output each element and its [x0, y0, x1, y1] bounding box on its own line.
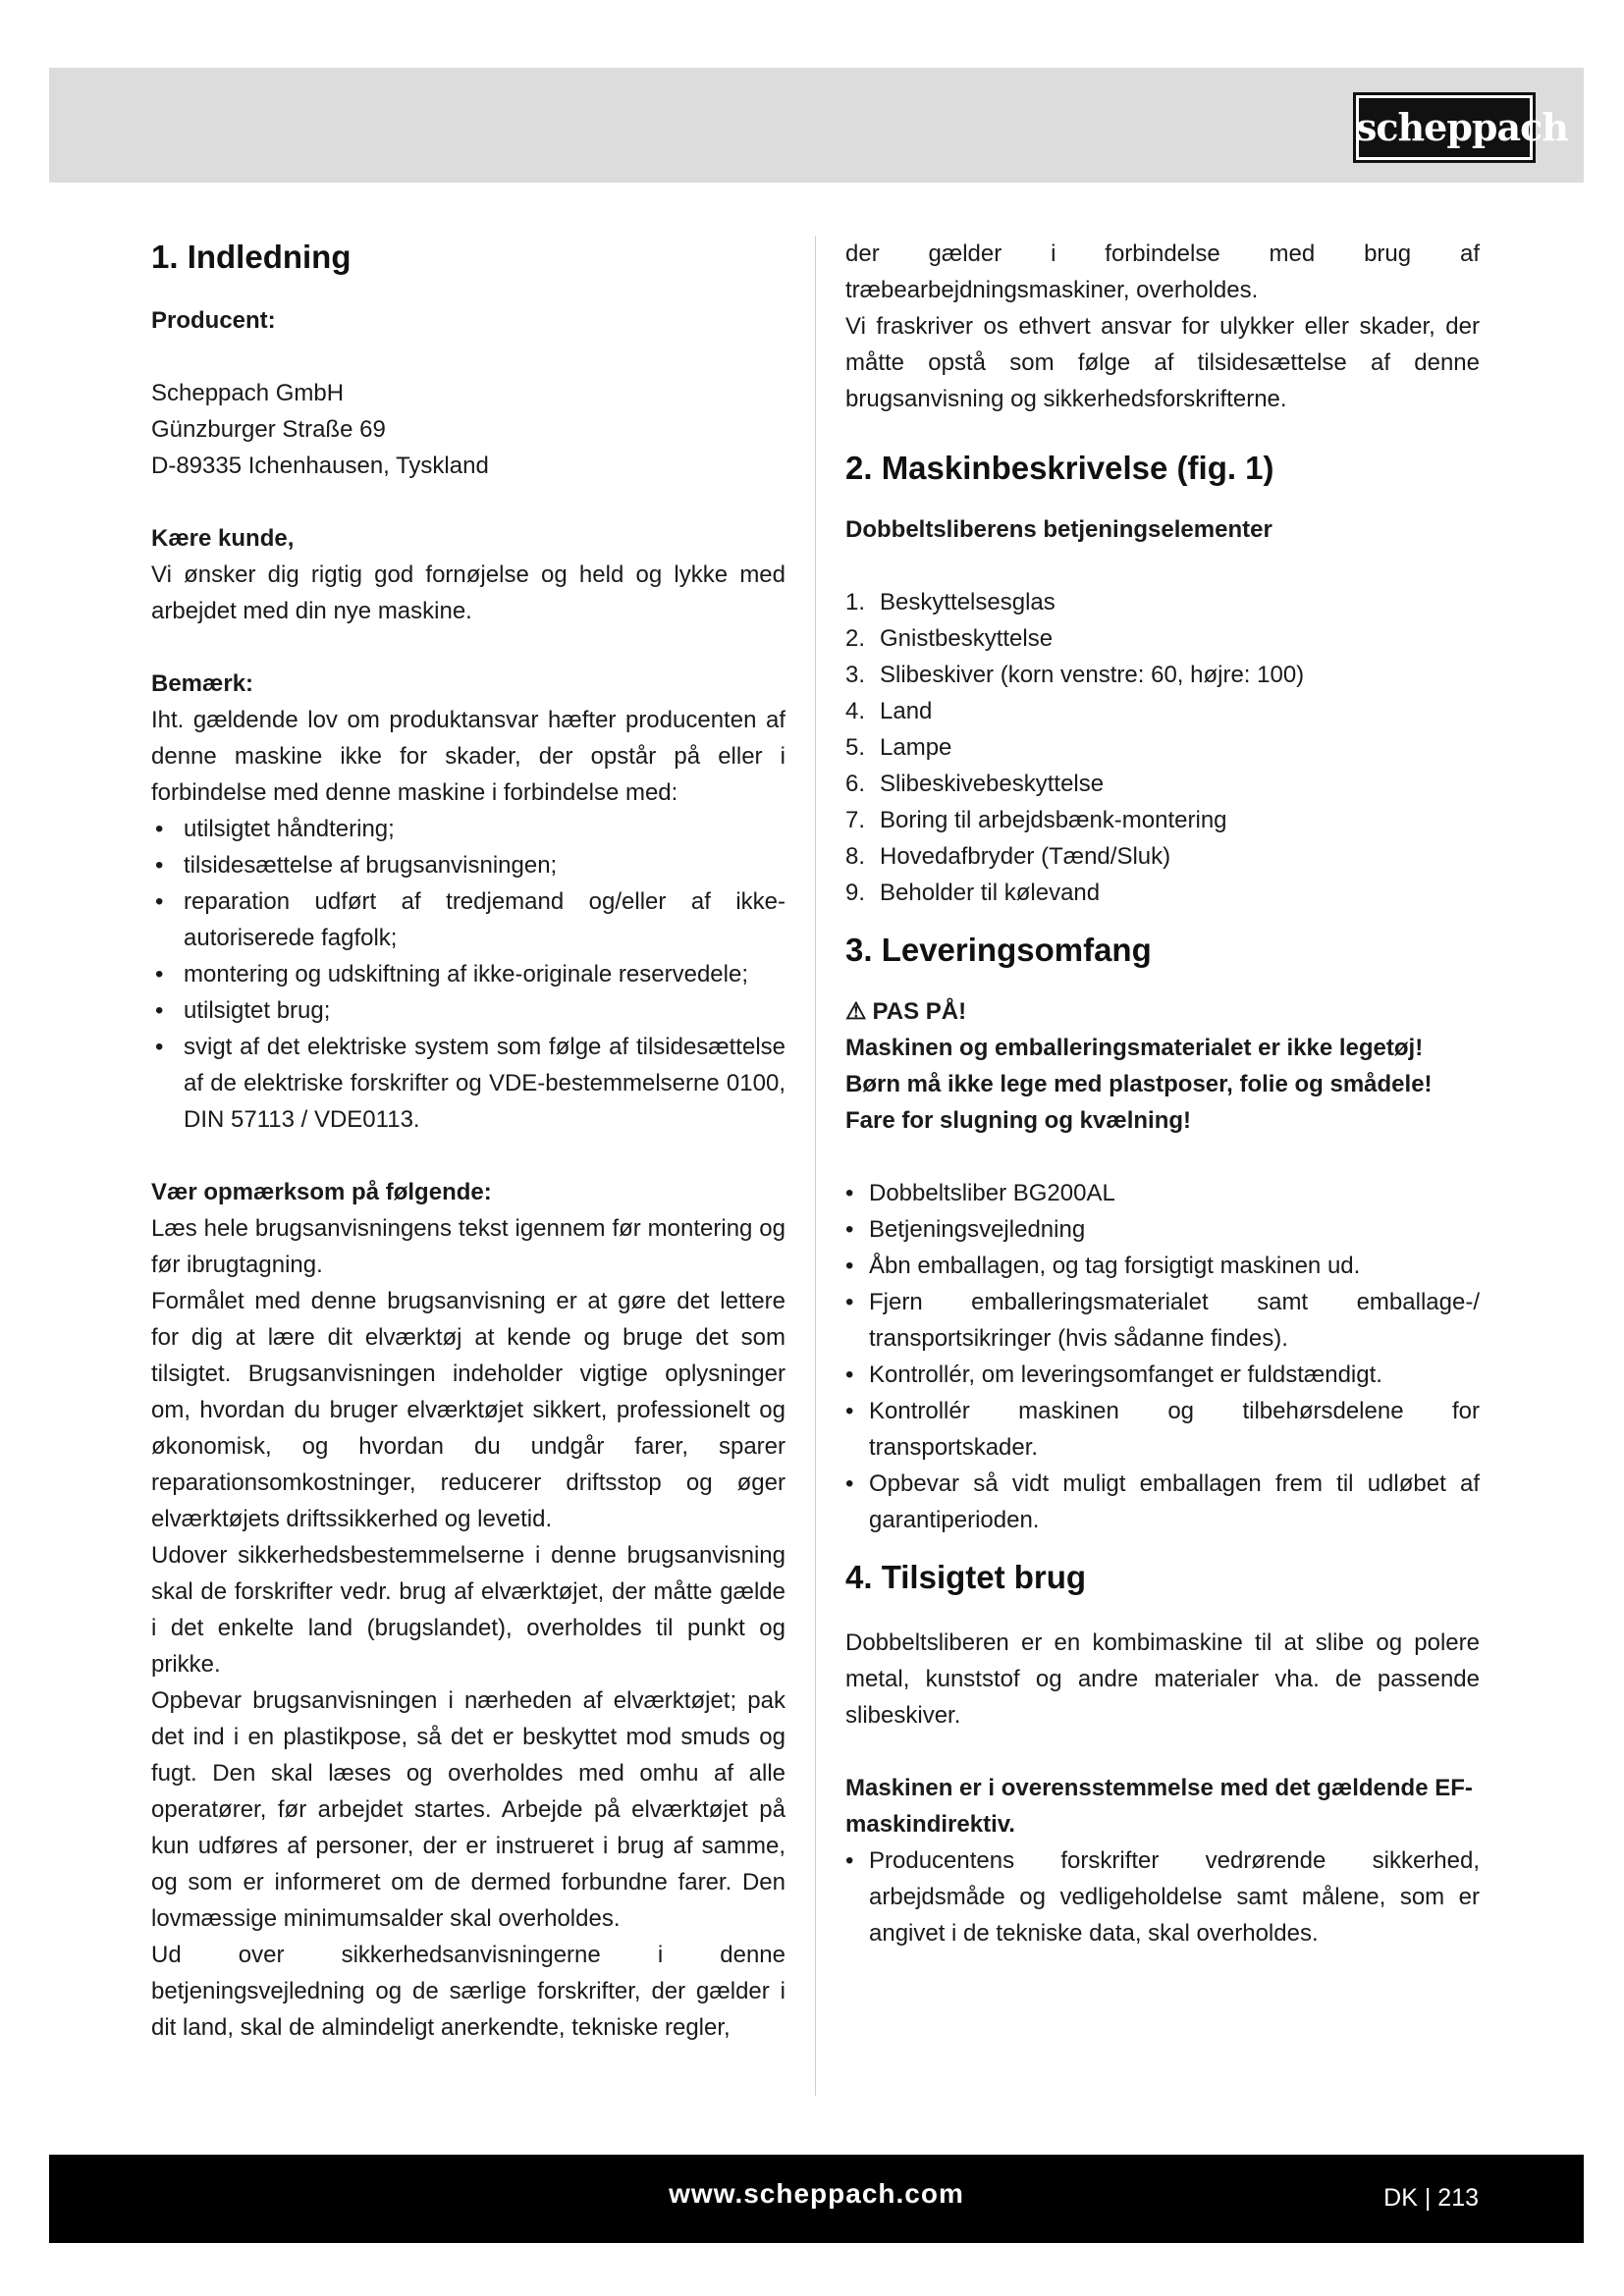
producer-line: D-89335 Ichenhausen, Tyskland [151, 453, 489, 479]
list-item: • Åbn emballagen, og tag forsigtigt maskinen ud. [845, 1248, 1480, 1284]
list-item: • montering og udskiftning af ikke-originale reservedele; [151, 956, 785, 992]
section-1-title: 1. Indledning [151, 239, 352, 275]
attention-paragraph: Opbevar brugsanvisningen i nærheden af elværktøjet; pak det ind i en plastikpose, så det er beskyttet mod smuds og fugt. Den skal læses og overholdes med omhu af alle operatører, før arbejdet startes. Arbejde på elværktøjet på kun udføres af personer, der er instrueret i brug af samme, og som er informeret om de dermed forbundne farer. Den lovmæssige minimumsalder skal overholdes. [151, 1687, 785, 1932]
list-item: • Kontrollér, om leveringsomfanget er fuldstændigt. [845, 1357, 1480, 1393]
note-label: Bemærk: [151, 670, 254, 697]
section-3-title: 3. Leveringsomfang [845, 932, 1152, 968]
attention-paragraph: Ud over sikkerhedsanvisningerne i denne betjeningsvejledning og de særlige forskrifter, der gælder i dit land, skal de almindeligt anerkendte, tekniske regler, [151, 1942, 785, 2041]
controls-list [845, 584, 1480, 911]
list-item: • Kontrollér maskinen og tilbehørsdelene for transportskader. [845, 1393, 1480, 1466]
attention-paragraph: Udover sikkerhedsbestemmelserne i denne brugsanvisning skal de forskrifter vedr. brug af elværktøjet, der måtte gælde i det enkelte land (brugslandet), overholdes til punkt og prikke. [151, 1542, 785, 1678]
list-item: • svigt af det elektriske system som følge af tilsidesættelse af de elektriske forskrifter og VDE-bestemmelserne 0100, DIN 57113 / VDE0113. [151, 1029, 785, 1138]
intended-use-text: Dobbeltsliberen er en kombimaskine til at slibe og polere metal, kunststof og andre materialer vha. de passende slibeskiver. [845, 1629, 1480, 1729]
list-item: • utilsigtet håndtering; [151, 811, 785, 847]
column-divider [815, 236, 816, 2096]
list-item: • utilsigtet brug; [151, 992, 785, 1029]
list-item: • reparation udført af tredjemand og/eller af ikke-autoriserede fagfolk; [151, 883, 785, 956]
customer-label: Kære kunde, [151, 525, 295, 552]
warning-icon: ⚠ [845, 997, 867, 1025]
list-item: • Betjeningsvejledning [845, 1211, 1480, 1248]
list-item: • Producentens forskrifter vedrørende sikkerhed, arbejdsmåde og vedligeholdelse samt målene, som er angivet i de tekniske data, skal overholdes. [845, 1842, 1480, 1951]
list-item: 3. Slibeskiver (korn venstre: 60, højre: 100) [845, 662, 1305, 688]
footer-url: www.scheppach.com [669, 2178, 964, 2209]
left-column [151, 236, 785, 2046]
list-item: 6. Slibeskivebeskyttelse [845, 771, 1105, 797]
producer-line: Günzburger Straße 69 [151, 416, 386, 443]
attention-paragraph: Læs hele brugsanvisningens tekst igennem før montering og før ibrugtagning. [151, 1215, 785, 1278]
attention-label: Vær opmærksom på følgende: [151, 1179, 492, 1205]
list-item: 5. Lampe [845, 734, 952, 761]
warning-line: Maskinen og emballeringsmaterialet er ikke legetøj! [845, 1035, 1424, 1061]
warning-line: Børn må ikke lege med plastposer, folie og smådele! [845, 1071, 1433, 1097]
conformity-label: Maskinen er i overensstemmelse med det gældende EF-maskindirektiv. [845, 1775, 1473, 1838]
warning-line: Fare for slugning og kvælning! [845, 1107, 1192, 1134]
producer-label: Producent: [151, 307, 276, 334]
list-item: 9. Beholder til kølevand [845, 880, 1101, 906]
section-4-title: 4. Tilsigtet brug [845, 1559, 1087, 1595]
note-text: Iht. gældende lov om produktansvar hæfter producenten af denne maskine ikke for skader, der opstår på eller i forbindelse med denne maskine i forbindelse med: [151, 707, 785, 806]
list-item: • tilsidesættelse af brugsanvisningen; [151, 847, 785, 883]
page-number: DK | 213 [1383, 2184, 1479, 2212]
scheppach-logo: scheppach [1353, 92, 1536, 163]
footer-band [49, 2155, 1584, 2243]
list-item: • Dobbeltsliber BG200AL [845, 1175, 1480, 1211]
disclaimer-text: Vi fraskriver os ethvert ansvar for ulykker eller skader, der måtte opstå som følge af tilsidesættelse af denne brugsanvisning og sikkerhedsforskrifterne. [845, 313, 1480, 412]
list-item: 1. Beskyttelsesglas [845, 589, 1056, 615]
controls-label: Dobbeltsliberens betjeningselementer [845, 516, 1272, 543]
warning-title: ⚠ PAS PÅ! [845, 997, 967, 1025]
right-column [845, 236, 1480, 1951]
continuation-text: der gælder i forbindelse med brug af træbearbejdningsmaskiner, overholdes. [845, 240, 1480, 303]
producer-line: Scheppach GmbH [151, 380, 345, 406]
attention-paragraph: Formålet med denne brugsanvisning er at gøre det lettere for dig at lære dit elværktøj at kende og bruge det som tilsigtet. Brugsanvisningen indeholder vigtige oplysninger om, hvordan du bruger elværktøjet sikkert, professionelt og økonomisk, og hvordan du undgår farer, sparer reparationsomkostninger, reducerer driftsstop og øger elværktøjets driftssikkerhed og levetid. [151, 1288, 785, 1532]
list-item: • Fjern emballeringsmaterialet samt emballage-/ transportsikringer (hvis sådanne findes). [845, 1284, 1480, 1357]
list-item: 4. Land [845, 698, 933, 724]
delivery-list [845, 1175, 1480, 1538]
customer-text: Vi ønsker dig rigtig god fornøjelse og held og lykke med arbejdet med din nye maskine. [151, 561, 785, 624]
list-item: 2. Gnistbeskyttelse [845, 625, 1054, 652]
note-list [151, 811, 785, 1138]
list-item: 7. Boring til arbejdsbænk-montering [845, 807, 1227, 833]
list-item: 8. Hovedafbryder (Tænd/Sluk) [845, 843, 1171, 870]
list-item: • Opbevar så vidt muligt emballagen frem til udløbet af garantiperioden. [845, 1466, 1480, 1538]
section-2-title: 2. Maskinbeskrivelse (fig. 1) [845, 450, 1274, 486]
conformity-list [845, 1842, 1480, 1951]
